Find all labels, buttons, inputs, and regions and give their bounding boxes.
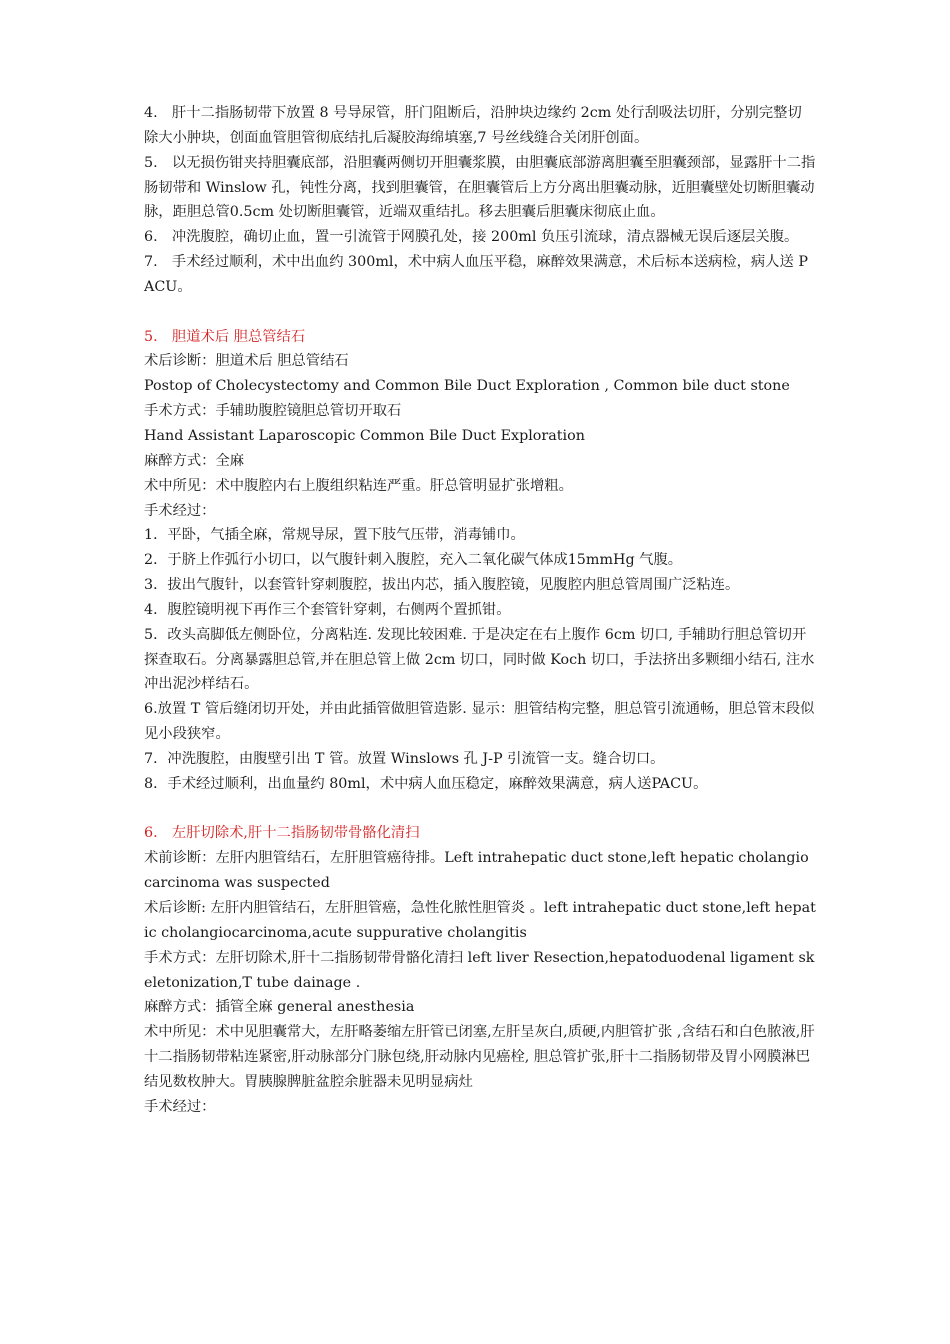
section-5-line: Postop of Cholecystectomy and Common Bile Duct Exploration , Common bile duct stone: [144, 378, 790, 395]
document-page: [144, 101, 816, 1120]
section-5-line: 3．拔出气腹针，以套管针穿刺腹腔，拔出内芯，插入腹腔镜，见腹腔内胆总管周围广泛粘连。: [144, 577, 740, 594]
section-5-line: 术后诊断：胆道术后 胆总管结石: [144, 353, 349, 370]
section-6-heading: 6. 左肝切除术,肝十二指肠韧带骨骼化清扫: [144, 825, 420, 842]
section-5-line: 手术方式：手辅助腹腔镜胆总管切开取石: [144, 403, 402, 420]
section-6-line: 术后诊断: 左肝内胆管结石，左肝胆管癌，急性化脓性胆管炎 。left intrahepatic duct stone,left hepatic cholangiocarcinoma,acute suppurative cholangitis: [144, 900, 816, 941]
section-5-line: 手术经过：: [144, 502, 216, 519]
section-6-line: 手术方式：左肝切除术,肝十二指肠韧带骨骼化清扫 left liver Resection,hepatoduodenal ligament skeletonization,T tube dainage .: [144, 949, 815, 991]
step-6: 6. 冲洗腹腔，确切止血，置一引流管于网膜孔处，接 200ml 负压引流球，清点器械无误后逐层关腹。: [144, 229, 799, 246]
section-5-line: 6.放置 T 管后缝闭切开处，并由此插管做胆管造影. 显示：胆管结构完整，胆总管引流通畅，胆总管末段似见小段狭窄。: [144, 701, 815, 743]
section-5-line: 8．手术经过顺利，出血量约 80ml，术中病人血压稳定，麻醉效果满意，病人送PACU。: [144, 775, 708, 792]
section-5-line: 1．平卧，气插全麻，常规导尿，置下肢气压带，消毒铺巾。: [144, 527, 525, 544]
section-6-line: 术前诊断：左肝内胆管结石，左肝胆管癌待排。Left intrahepatic duct stone,left hepatic cholangiocarcinoma was suspected: [144, 850, 809, 892]
step-7: 7. 手术经过顺利，术中出血约 300ml，术中病人血压平稳，麻醉效果满意，术后标本送病检，病人送 PACU。: [144, 254, 808, 295]
section-5-line: Hand Assistant Laparoscopic Common Bile Duct Exploration: [144, 427, 585, 444]
section-5-line: 麻醉方式：全麻: [144, 452, 245, 469]
section-6-line: 手术经过：: [144, 1098, 216, 1115]
spacer: [144, 797, 816, 822]
section-5-heading: 5. 胆道术后 胆总管结石: [144, 328, 306, 345]
step-4: 4. 肝十二指肠韧带下放置 8 号导尿管，肝门阻断后，沿肿块边缘约 2cm 处行刮吸法切肝，分别完整切除大小肿块，创面血管胆管彻底结扎后凝胶海绵填塞,7 号丝线缝合关闭肝创面。: [144, 105, 802, 146]
section-5-line: 4．腹腔镜明视下再作三个套管针穿刺，右侧两个置抓钳。: [144, 601, 511, 618]
section-5-line: 5．改头高脚低左侧卧位，分离粘连. 发现比较困难. 于是决定在右上腹作 6cm 切口, 手辅助行胆总管切开探查取石。分离暴露胆总管,并在胆总管上做 2cm 切口，同时做 Koch 切口，手法挤出多颗细小结石, 注水冲出泥沙样结石。: [144, 626, 815, 693]
section-5-line: 2．于脐上作弧行小切口，以气腹针刺入腹腔，充入二氧化碳气体成15mmHg 气腹。: [144, 552, 683, 569]
section-5-line: 术中所见：术中腹腔内右上腹组织粘连严重。肝总管明显扩张增粗。: [144, 477, 573, 494]
spacer: [144, 300, 816, 325]
section-6-line: 麻醉方式：插管全麻 general anesthesia: [144, 999, 415, 1016]
section-5-line: 7．冲洗腹腔，由腹壁引出 T 管。放置 Winslows 孔 J-P 引流管一支。缝合切口。: [144, 750, 665, 767]
step-5: 5. 以无损伤钳夹持胆囊底部，沿胆囊两侧切开胆囊浆膜，由胆囊底部游离胆囊至胆囊颈部，显露肝十二指肠韧带和 Winslow 孔，钝性分离，找到胆囊管，在胆囊管后上方分离出胆囊动脉，近胆囊壁处切断胆囊动脉，距胆总管0.5cm 处切断胆囊管，近端双重结扎。移去胆囊后胆囊床彻底止血。: [144, 154, 816, 221]
section-6-line: 术中所见：术中见胆囊常大，左肝略萎缩左肝管已闭塞,左肝呈灰白,质硬,内胆管扩张 ,含结石和白色脓液,肝十二指肠韧带粘连紧密,肝动脉部分门脉包绕,肝动脉内见癌栓, 胆总管扩张,肝十二指肠韧带及胃小网膜淋巴结见数枚肿大。胃胰腺脾脏盆腔余脏器未见明显病灶: [144, 1024, 815, 1090]
